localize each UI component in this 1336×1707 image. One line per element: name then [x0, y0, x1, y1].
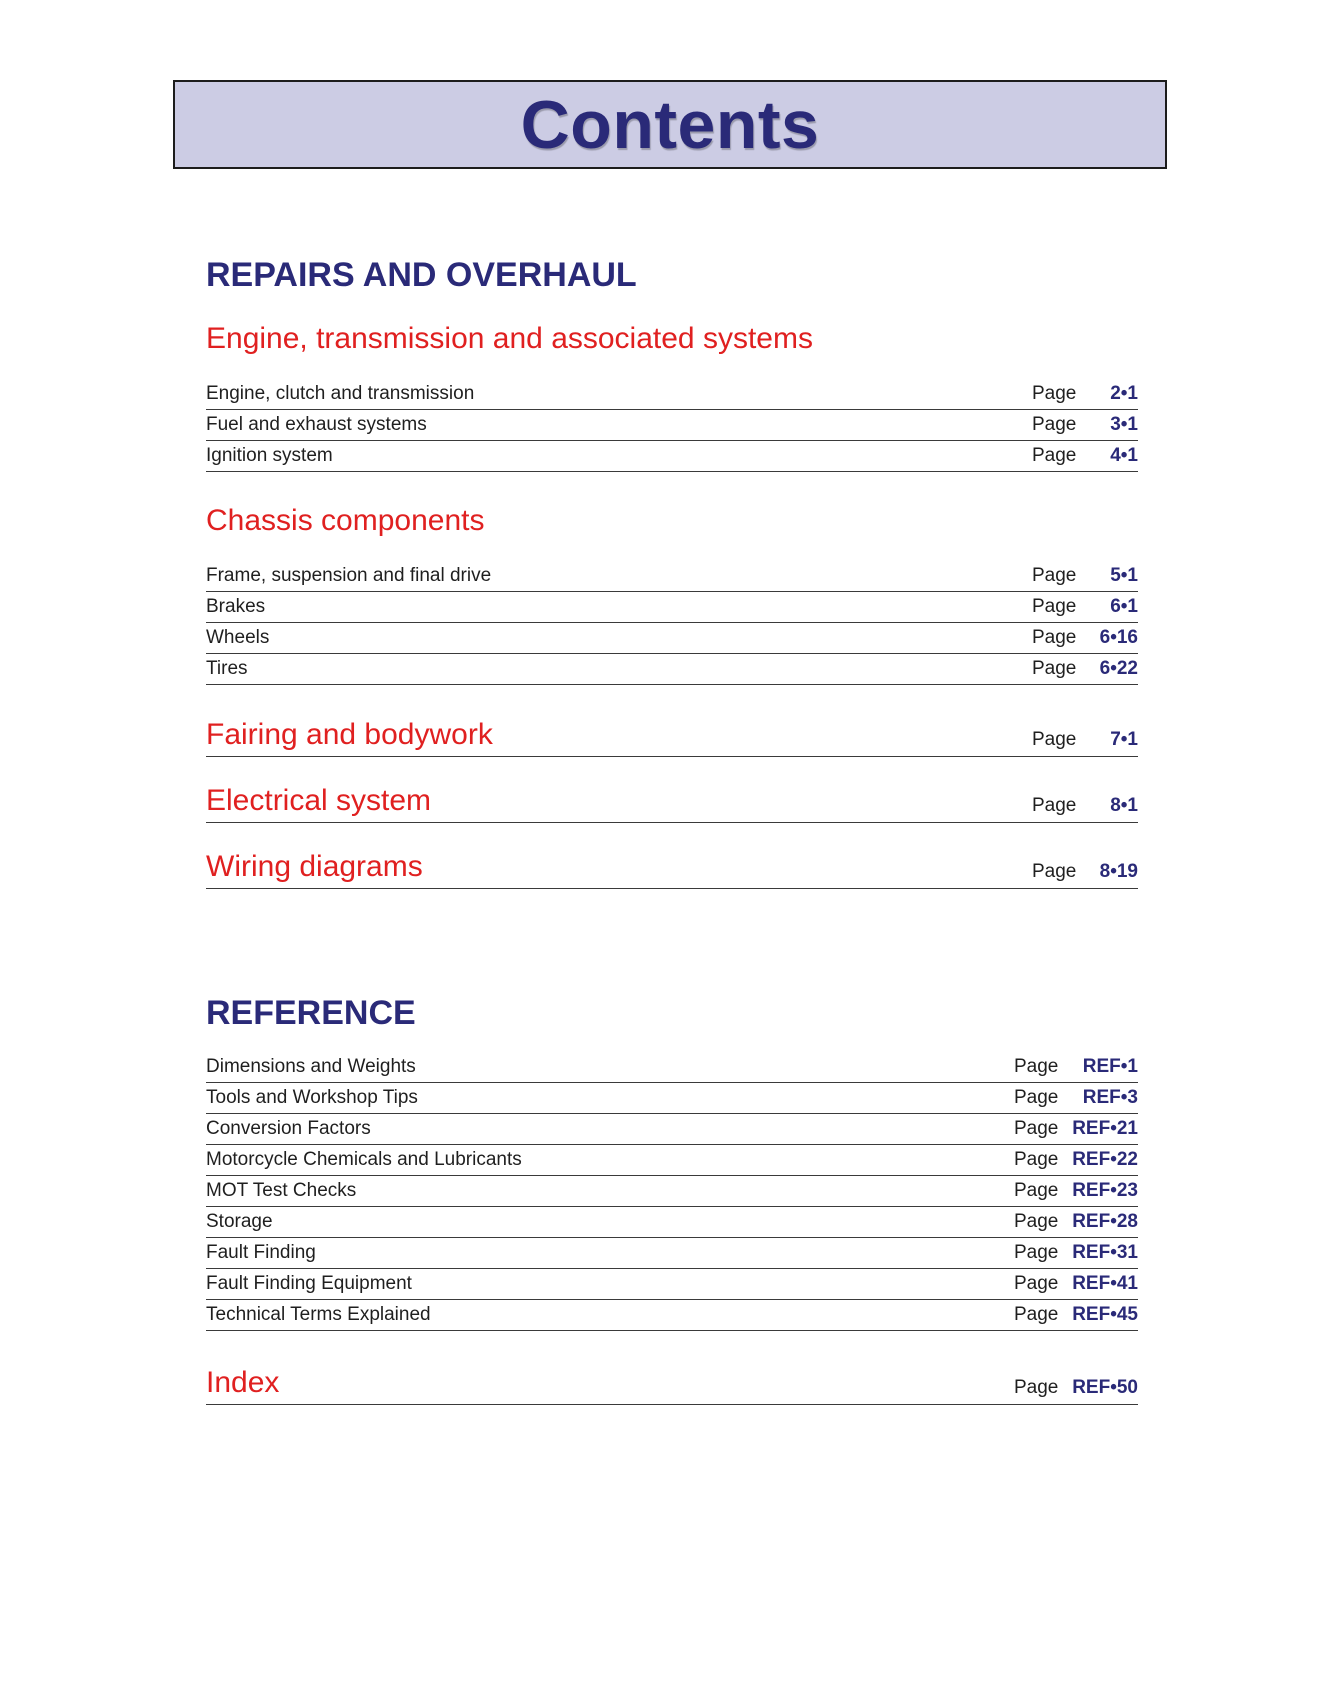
toc-row-label: MOT Test Checks [206, 1180, 357, 1201]
toc-row-label: Ignition system [206, 445, 333, 466]
toc-row-label: Technical Terms Explained [206, 1304, 431, 1325]
toc-row-index[interactable] [206, 1362, 1138, 1405]
electrical-heading: Electrical system [206, 784, 432, 817]
toc-row-fairing[interactable] [206, 714, 1138, 757]
toc-row-page-number: 8•1 [1110, 795, 1138, 816]
toc-row-label: Tools and Workshop Tips [206, 1087, 418, 1108]
toc-row-page-word: Page [1014, 1087, 1059, 1108]
toc-row-page-word: Page [1014, 1180, 1059, 1201]
page-title: Contents [520, 86, 820, 163]
toc-row[interactable] [206, 1207, 1138, 1238]
toc-row-page-word: Page [1032, 596, 1077, 617]
toc-row-page-word: Page [1014, 1273, 1059, 1294]
toc-row[interactable] [206, 1176, 1138, 1207]
toc-row[interactable] [206, 654, 1138, 685]
toc-row-page-number: REF•1 [1082, 1056, 1138, 1077]
toc-row-label: Dimensions and Weights [206, 1056, 416, 1077]
toc-row-page-number: 3•1 [1110, 414, 1138, 435]
toc-row-page-number: REF•41 [1072, 1273, 1138, 1294]
toc-row-label: Motorcycle Chemicals and Lubricants [206, 1149, 522, 1170]
toc-row-page-word: Page [1032, 445, 1077, 466]
toc-row-label: Wheels [206, 627, 270, 648]
toc-row-page-number: 5•1 [1110, 565, 1138, 586]
toc-row-page-number: 7•1 [1110, 729, 1138, 750]
toc-row-page-number: 6•1 [1110, 596, 1138, 617]
toc-row-label: Fault Finding Equipment [206, 1273, 412, 1294]
toc-row-page-number: REF•50 [1072, 1377, 1138, 1398]
toc-row-page-word: Page [1014, 1056, 1059, 1077]
toc-row-label: Fuel and exhaust systems [206, 414, 427, 435]
toc-row[interactable] [206, 1269, 1138, 1300]
toc-row[interactable] [206, 1145, 1138, 1176]
fairing-heading: Fairing and bodywork [206, 718, 493, 751]
toc-row[interactable] [206, 592, 1138, 623]
toc-row-page-number: REF•45 [1072, 1304, 1138, 1325]
index-heading: Index [206, 1366, 280, 1399]
toc-row[interactable] [206, 623, 1138, 654]
toc-row-label: Fault Finding [206, 1242, 316, 1263]
toc-row-page-word: Page [1032, 414, 1077, 435]
toc-row-page-word: Page [1032, 658, 1077, 679]
engine-section-heading: Engine, transmission and associated systems [206, 322, 813, 355]
toc-row[interactable] [206, 379, 1138, 410]
toc-row-label: Storage [206, 1211, 273, 1232]
toc-row-label: Tires [206, 658, 248, 679]
toc-row-page-word: Page [1032, 565, 1077, 586]
chassis-section-heading: Chassis components [206, 504, 485, 537]
toc-row[interactable] [206, 561, 1138, 592]
toc-row-label: Conversion Factors [206, 1118, 371, 1139]
toc-row-electrical[interactable] [206, 780, 1138, 823]
toc-row-label: Brakes [206, 596, 266, 617]
toc-row-label: Frame, suspension and final drive [206, 565, 492, 586]
toc-row-page-number: 2•1 [1110, 383, 1138, 404]
toc-row-page-word: Page [1014, 1118, 1059, 1139]
toc-row-page-number: REF•3 [1082, 1087, 1138, 1108]
toc-row-page-number: 8•19 [1099, 861, 1138, 882]
contents-title-box [173, 80, 1167, 169]
toc-row[interactable] [206, 410, 1138, 441]
reference-heading: REFERENCE [206, 994, 416, 1032]
toc-row-page-number: REF•22 [1072, 1149, 1138, 1170]
toc-row-page-word: Page [1032, 627, 1077, 648]
toc-row-page-number: REF•28 [1072, 1211, 1138, 1232]
toc-row-page-word: Page [1032, 383, 1077, 404]
repairs-heading: REPAIRS AND OVERHAUL [206, 256, 637, 294]
toc-row-page-word: Page [1032, 795, 1077, 816]
toc-row[interactable] [206, 1300, 1138, 1331]
toc-row-page-number: 4•1 [1110, 445, 1138, 466]
toc-row-page-number: REF•23 [1072, 1180, 1138, 1201]
toc-row-page-number: REF•31 [1072, 1242, 1138, 1263]
toc-row-page-number: 6•22 [1099, 658, 1138, 679]
toc-row[interactable] [206, 1114, 1138, 1145]
toc-row[interactable] [206, 441, 1138, 472]
toc-row-wiring[interactable] [206, 846, 1138, 889]
toc-row-page-number: REF•21 [1072, 1118, 1138, 1139]
toc-row-page-word: Page [1014, 1377, 1059, 1398]
toc-row-page-word: Page [1014, 1211, 1059, 1232]
toc-row-page-word: Page [1032, 729, 1077, 750]
toc-row-page-word: Page [1014, 1242, 1059, 1263]
toc-row[interactable] [206, 1052, 1138, 1083]
wiring-heading: Wiring diagrams [206, 850, 423, 883]
toc-row[interactable] [206, 1238, 1138, 1269]
toc-row-page-word: Page [1032, 861, 1077, 882]
toc-row[interactable] [206, 1083, 1138, 1114]
toc-row-page-word: Page [1014, 1149, 1059, 1170]
toc-row-label: Engine, clutch and transmission [206, 383, 475, 404]
toc-row-page-word: Page [1014, 1304, 1059, 1325]
toc-row-page-number: 6•16 [1099, 627, 1138, 648]
